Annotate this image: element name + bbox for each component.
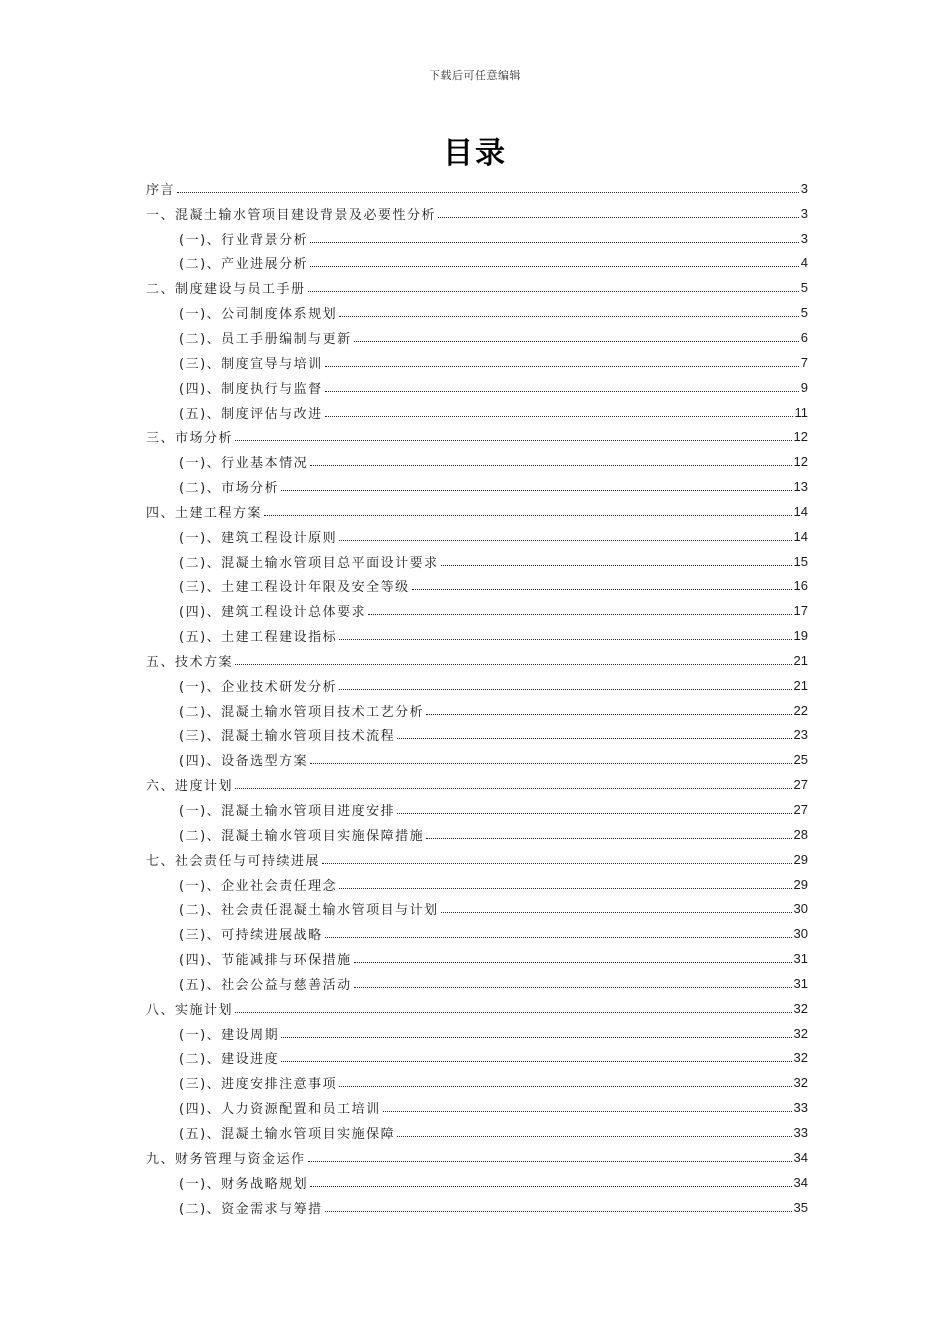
dot-leader <box>281 1037 791 1038</box>
toc-entry-title: (一)、企业技术研发分析 <box>179 679 338 695</box>
dot-leader <box>325 937 792 938</box>
dot-leader <box>383 1111 792 1112</box>
toc-entry-title: (一)、行业基本情况 <box>179 456 309 472</box>
toc-entry-page-number: 14 <box>793 503 808 519</box>
dot-leader <box>438 217 799 218</box>
toc-entry-chapter[interactable] <box>146 424 808 449</box>
toc-entry-title: (四)、节能减排与环保措施 <box>179 953 352 969</box>
toc-entry-page-number: 34 <box>793 1174 808 1190</box>
toc-entry-section[interactable] <box>146 1120 808 1145</box>
toc-entry-section[interactable] <box>146 797 808 822</box>
dot-leader <box>322 863 792 864</box>
dot-leader <box>354 987 792 988</box>
toc-entry-page-number: 7 <box>800 354 808 370</box>
toc-entry-chapter[interactable] <box>146 847 808 872</box>
toc-entry-title: (二)、资金需求与筹措 <box>179 1201 323 1217</box>
toc-entry-chapter[interactable] <box>146 275 808 300</box>
toc-entry-page-number: 21 <box>793 677 808 693</box>
toc-entry-page-number: 29 <box>793 851 808 867</box>
toc-entry-title: (四)、制度执行与监督 <box>179 381 323 397</box>
dot-leader <box>235 1012 792 1013</box>
dot-leader <box>310 242 799 243</box>
toc-entry-title: (二)、混凝土输水管项目总平面设计要求 <box>179 555 439 571</box>
dot-leader <box>339 888 791 889</box>
toc-entry-page-number: 30 <box>793 926 808 942</box>
toc-entry-section[interactable] <box>146 574 808 599</box>
toc-entry-chapter[interactable] <box>146 176 808 201</box>
toc-entry-page-number: 21 <box>793 652 808 668</box>
toc-entry-title: (一)、建筑工程设计原则 <box>179 530 338 546</box>
dot-leader <box>339 540 791 541</box>
dot-leader <box>441 912 792 913</box>
toc-entry-page-number: 29 <box>793 876 808 892</box>
toc-entry-title: 九、财务管理与资金运作 <box>146 1151 306 1167</box>
dot-leader <box>339 689 791 690</box>
toc-entry-page-number: 16 <box>793 578 808 594</box>
dot-leader <box>339 1086 791 1087</box>
toc-entry-title: (四)、人力资源配置和员工培训 <box>179 1102 381 1118</box>
toc-entry-title: (五)、制度评估与改进 <box>179 406 323 422</box>
toc-entry-title: (一)、公司制度体系规划 <box>179 307 338 323</box>
toc-entry-section[interactable] <box>146 350 808 375</box>
toc-entry-page-number: 15 <box>793 553 808 569</box>
toc-entry-page-number: 27 <box>793 777 808 793</box>
toc-entry-page-number: 3 <box>800 205 808 221</box>
dot-leader <box>235 664 792 665</box>
toc-entry-section[interactable] <box>146 673 808 698</box>
toc-entry-title: 六、进度计划 <box>146 779 234 795</box>
dot-leader <box>281 1061 791 1062</box>
dot-leader <box>235 440 792 441</box>
dot-leader <box>325 391 799 392</box>
toc-entry-page-number: 32 <box>793 1000 808 1016</box>
toc-entry-page-number: 17 <box>793 603 808 619</box>
toc-entry-title: (三)、进度安排注意事项 <box>179 1077 338 1093</box>
toc-entry-title: (二)、建设进度 <box>179 1052 280 1068</box>
dot-leader <box>325 416 793 417</box>
toc-entry-section[interactable] <box>146 375 808 400</box>
toc-entry-section[interactable] <box>146 822 808 847</box>
dot-leader <box>368 614 791 615</box>
dot-leader <box>264 515 792 516</box>
dot-leader <box>354 962 792 963</box>
toc-entry-page-number: 35 <box>793 1199 808 1215</box>
toc-entry-title: (二)、混凝土输水管项目技术工艺分析 <box>179 704 425 720</box>
dot-leader <box>397 813 791 814</box>
toc-entry-page-number: 28 <box>793 826 808 842</box>
header-note: 下载后可任意编辑 <box>429 69 521 82</box>
toc-entry-page-number: 34 <box>793 1149 808 1165</box>
toc-entry-title: (一)、建设周期 <box>179 1027 280 1043</box>
toc-entry-title: (一)、企业社会责任理念 <box>179 878 338 894</box>
toc-entry-page-number: 5 <box>800 305 808 321</box>
dot-leader <box>310 266 799 267</box>
toc-entry-section[interactable] <box>146 1021 808 1046</box>
toc-entry-title: 二、制度建设与员工手册 <box>146 282 306 298</box>
toc-entry-chapter[interactable] <box>146 1145 808 1170</box>
toc-entry-title: (二)、混凝土输水管项目实施保障措施 <box>179 828 425 844</box>
toc-entry-title: 四、土建工程方案 <box>146 505 263 521</box>
toc-entry-section[interactable] <box>146 623 808 648</box>
toc-entry-title: 三、市场分析 <box>146 431 234 447</box>
toc-entry-page-number: 23 <box>793 727 808 743</box>
toc-entry-title: (五)、社会公益与慈善活动 <box>179 977 352 993</box>
toc-entry-page-number: 14 <box>793 528 808 544</box>
table-of-contents <box>146 176 808 1219</box>
toc-entry-chapter[interactable] <box>146 772 808 797</box>
toc-entry-title: (二)、市场分析 <box>179 481 280 497</box>
toc-entry-page-number: 13 <box>793 479 808 495</box>
toc-entry-title: 七、社会责任与可持续进展 <box>146 853 321 869</box>
toc-entry-section[interactable] <box>146 1095 808 1120</box>
toc-entry-section[interactable] <box>146 971 808 996</box>
dot-leader <box>310 1186 791 1187</box>
toc-entry-chapter[interactable] <box>146 201 808 226</box>
toc-entry-title: (五)、混凝土输水管项目实施保障 <box>179 1126 396 1142</box>
toc-entry-title: (一)、行业背景分析 <box>179 232 309 248</box>
page-title: 目录 <box>443 136 507 171</box>
toc-entry-title: 五、技术方案 <box>146 654 234 670</box>
toc-entry-title: (三)、土建工程设计年限及安全等级 <box>179 580 410 596</box>
toc-entry-title: (二)、员工手册编制与更新 <box>179 331 352 347</box>
dot-leader <box>177 192 799 193</box>
toc-entry-title: (四)、设备选型方案 <box>179 754 309 770</box>
toc-entry-page-number: 31 <box>793 951 808 967</box>
toc-entry-section[interactable] <box>146 325 808 350</box>
dot-leader <box>397 1136 791 1137</box>
toc-entry-section[interactable] <box>146 872 808 897</box>
toc-entry-section[interactable] <box>146 598 808 623</box>
toc-entry-page-number: 3 <box>800 180 808 196</box>
toc-entry-title: 一、混凝土输水管项目建设背景及必要性分析 <box>146 207 437 223</box>
toc-entry-section[interactable] <box>146 400 808 425</box>
toc-entry-page-number: 33 <box>793 1100 808 1116</box>
toc-entry-page-number: 9 <box>800 379 808 395</box>
toc-entry-section[interactable] <box>146 698 808 723</box>
toc-entry-title: 八、实施计划 <box>146 1002 234 1018</box>
dot-leader <box>339 639 791 640</box>
toc-entry-page-number: 4 <box>800 255 808 271</box>
toc-entry-page-number: 31 <box>793 975 808 991</box>
dot-leader <box>441 565 792 566</box>
toc-entry-chapter[interactable] <box>146 499 808 524</box>
toc-entry-section[interactable] <box>146 1195 808 1220</box>
toc-entry-section[interactable] <box>146 251 808 276</box>
toc-entry-page-number: 32 <box>793 1025 808 1041</box>
dot-leader <box>325 366 799 367</box>
dot-leader <box>235 788 792 789</box>
dot-leader <box>354 341 799 342</box>
toc-entry-title: (四)、建筑工程设计总体要求 <box>179 605 367 621</box>
toc-entry-section[interactable] <box>146 1170 808 1195</box>
toc-entry-title: 序言 <box>146 182 176 198</box>
toc-entry-title: (一)、混凝土输水管项目进度安排 <box>179 804 396 820</box>
toc-entry-page-number: 3 <box>800 230 808 246</box>
dot-leader <box>310 763 791 764</box>
toc-entry-section[interactable] <box>146 896 808 921</box>
toc-entry-title: (五)、土建工程建设指标 <box>179 630 338 646</box>
toc-entry-title: (二)、社会责任混凝土输水管项目与计划 <box>179 903 439 919</box>
toc-entry-section[interactable] <box>146 723 808 748</box>
dot-leader <box>308 291 799 292</box>
toc-entry-title: (三)、制度宣导与培训 <box>179 356 323 372</box>
toc-entry-section[interactable] <box>146 549 808 574</box>
dot-leader <box>412 589 792 590</box>
toc-entry-section[interactable] <box>146 1070 808 1095</box>
dot-leader <box>339 316 799 317</box>
toc-entry-section[interactable] <box>146 524 808 549</box>
toc-entry-section[interactable] <box>146 1046 808 1071</box>
toc-entry-page-number: 32 <box>793 1075 808 1091</box>
toc-entry-page-number: 5 <box>800 280 808 296</box>
dot-leader <box>281 490 791 491</box>
toc-entry-title: (三)、混凝土输水管项目技术流程 <box>179 729 396 745</box>
toc-entry-title: (二)、产业进展分析 <box>179 257 309 273</box>
toc-entry-section[interactable] <box>146 946 808 971</box>
toc-entry-title: (一)、财务战略规划 <box>179 1176 309 1192</box>
toc-entry-section[interactable] <box>146 474 808 499</box>
toc-entry-page-number: 30 <box>793 901 808 917</box>
dot-leader <box>308 1161 792 1162</box>
toc-entry-page-number: 19 <box>793 628 808 644</box>
toc-entry-page-number: 33 <box>793 1124 808 1140</box>
dot-leader <box>310 465 791 466</box>
toc-entry-page-number: 12 <box>793 429 808 445</box>
toc-entry-section[interactable] <box>146 747 808 772</box>
toc-entry-chapter[interactable] <box>146 648 808 673</box>
toc-entry-section[interactable] <box>146 226 808 251</box>
dot-leader <box>397 738 791 739</box>
toc-entry-page-number: 27 <box>793 802 808 818</box>
toc-entry-section[interactable] <box>146 449 808 474</box>
dot-leader <box>325 1211 792 1212</box>
toc-entry-page-number: 32 <box>793 1050 808 1066</box>
toc-entry-page-number: 25 <box>793 752 808 768</box>
toc-entry-page-number: 11 <box>794 404 808 420</box>
toc-entry-title: (三)、可持续进展战略 <box>179 928 323 944</box>
toc-entry-page-number: 12 <box>793 454 808 470</box>
toc-entry-page-number: 22 <box>793 702 808 718</box>
dot-leader <box>426 838 791 839</box>
toc-entry-section[interactable] <box>146 300 808 325</box>
toc-entry-chapter[interactable] <box>146 996 808 1021</box>
toc-entry-page-number: 6 <box>800 329 808 345</box>
dot-leader <box>426 714 791 715</box>
toc-entry-section[interactable] <box>146 921 808 946</box>
